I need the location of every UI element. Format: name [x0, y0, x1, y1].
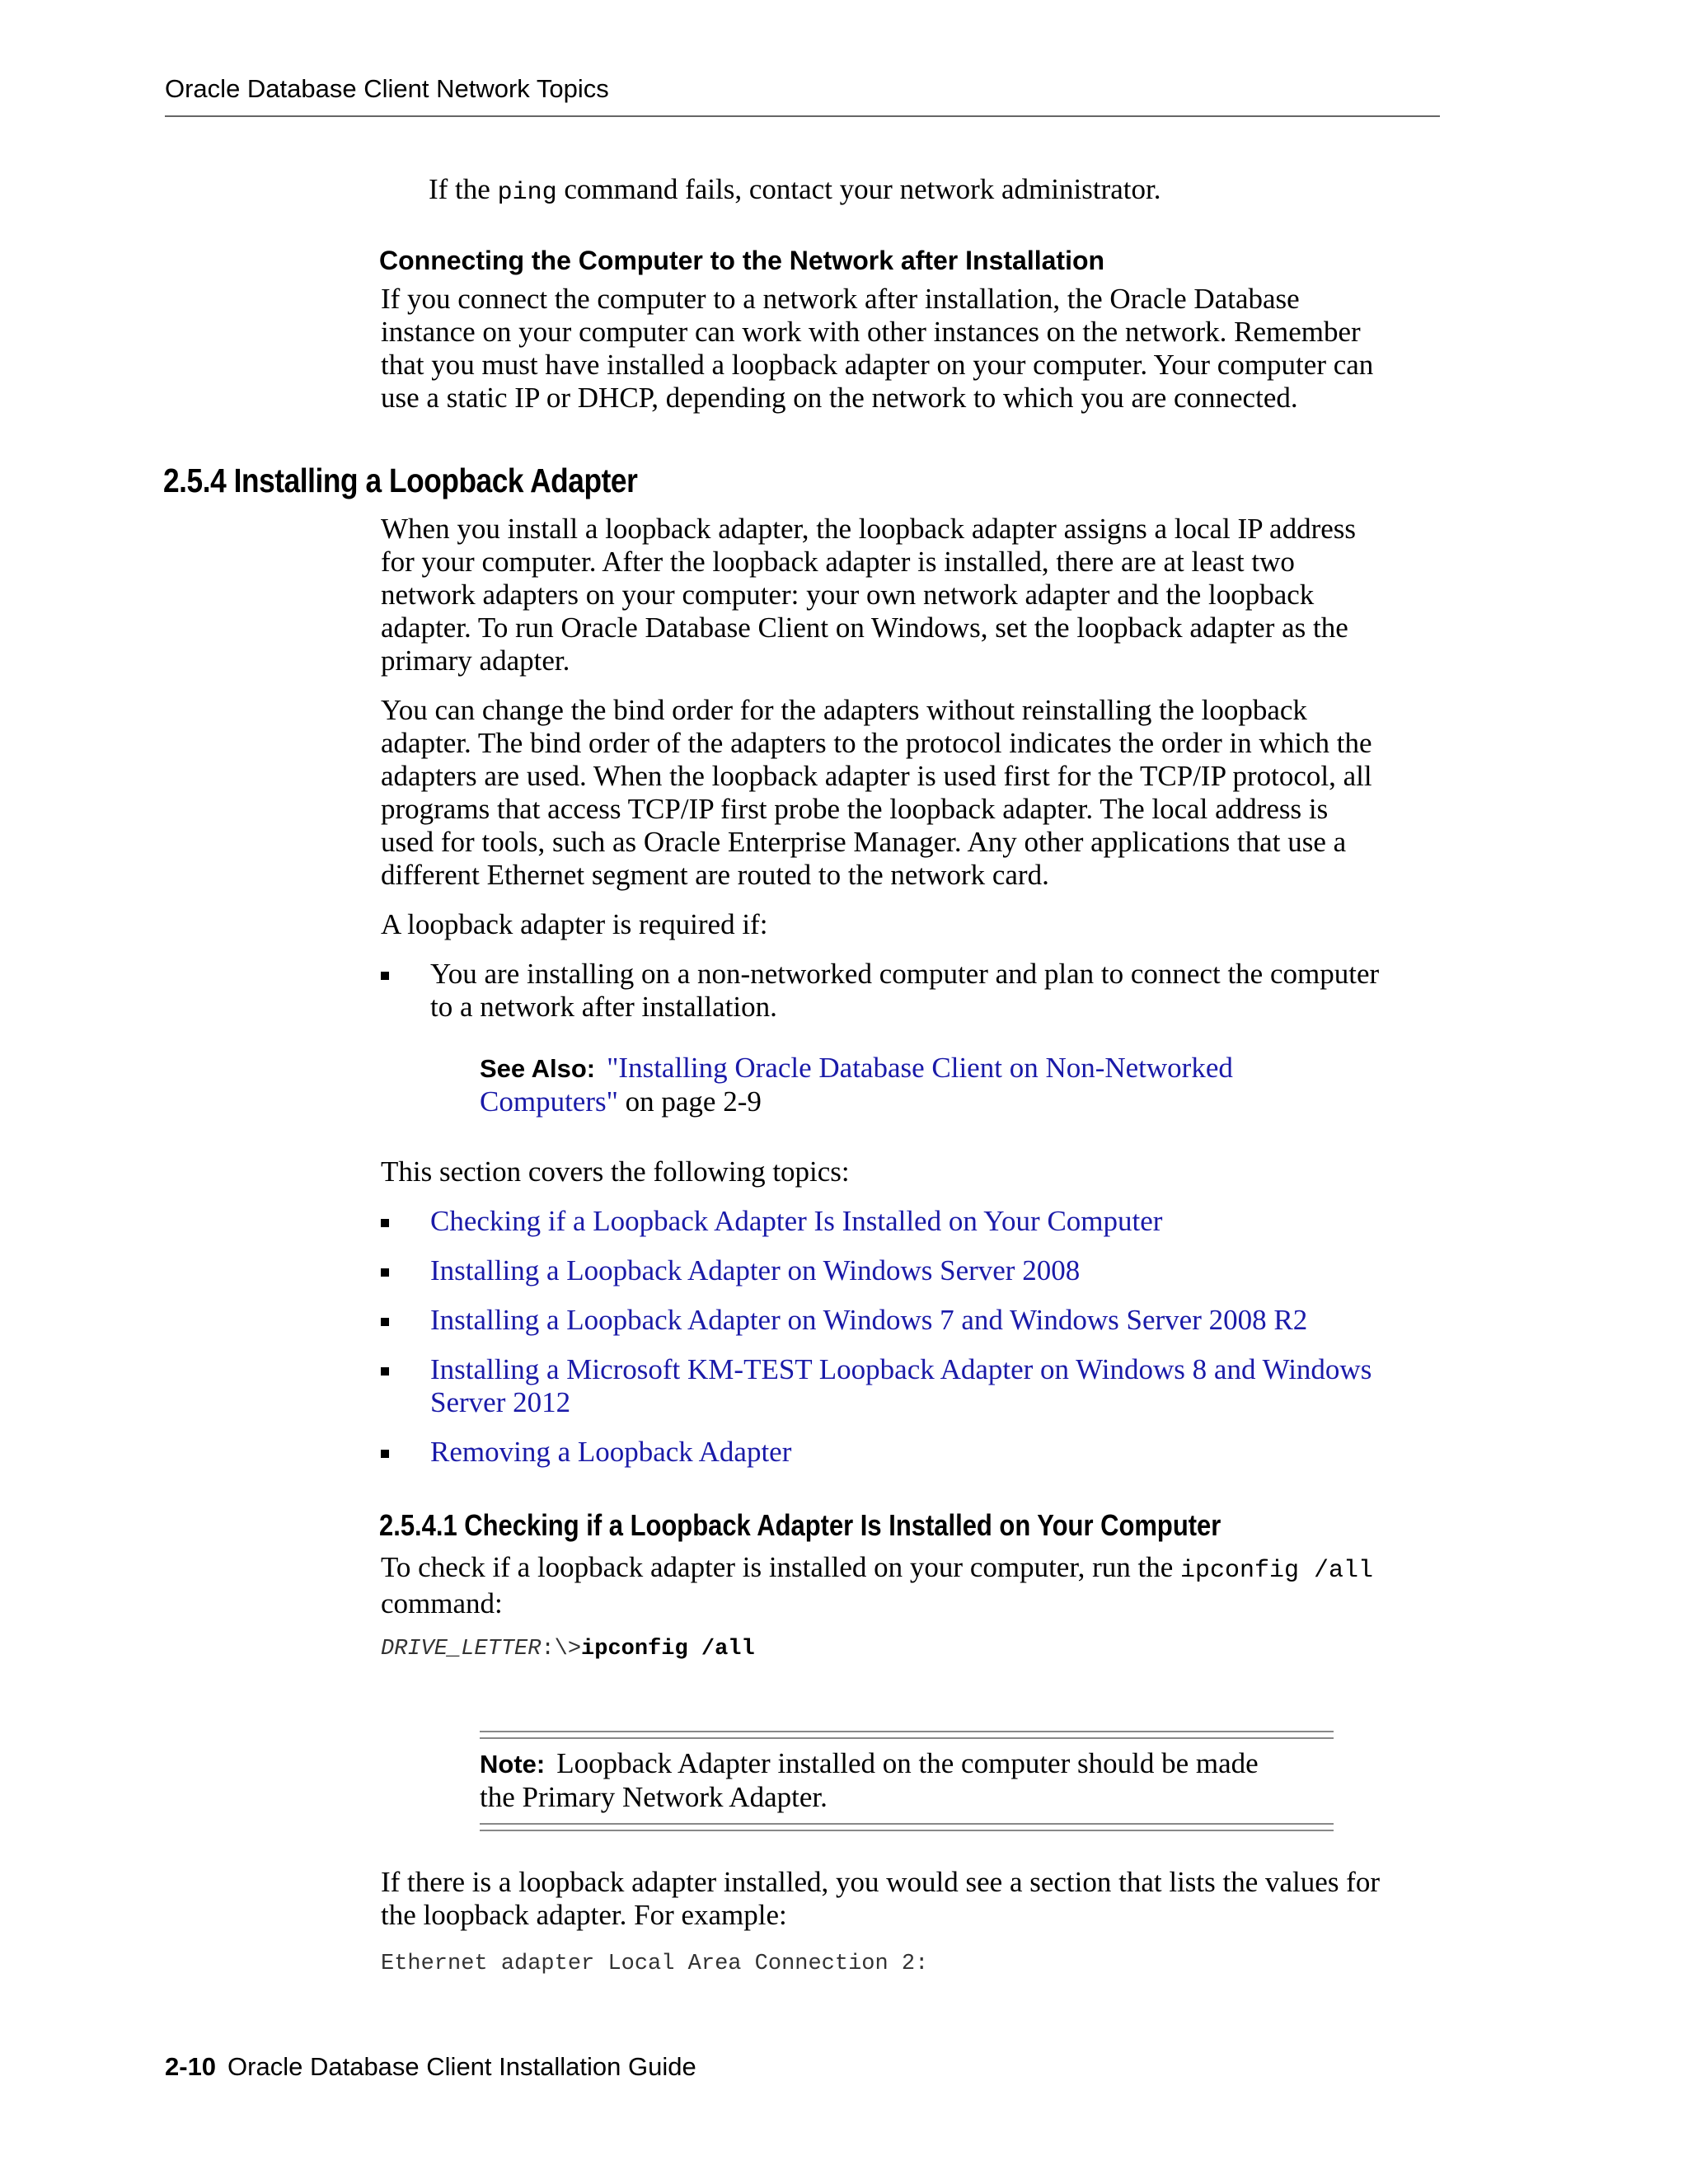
- see-also-box: See Also: "Installing Oracle Database Client on Non-Networked Computers" on page 2-9: [480, 1052, 1233, 1118]
- list-item: [381, 1205, 1444, 1238]
- see-also-link-continued[interactable]: Computers": [480, 1085, 618, 1118]
- topic-link-removing[interactable]: Removing a Loopback Adapter: [430, 1436, 792, 1468]
- bullet-icon: [381, 1450, 389, 1458]
- topic-link-server-2008[interactable]: Installing a Loopback Adapter on Windows Server 2008: [430, 1254, 1081, 1286]
- topic-link-km-test[interactable]: Installing a Microsoft KM-TEST Loopback Adapter on Windows 8 and Windows Server 2012: [430, 1353, 1372, 1418]
- running-header: Oracle Database Client Network Topics: [165, 74, 609, 103]
- bullet-icon: [381, 1268, 389, 1277]
- book-title: Oracle Database Client Installation Guide: [227, 2052, 696, 2081]
- connecting-heading: Connecting the Computer to the Network after Installation: [379, 246, 1105, 275]
- ethernet-adapter-example: Ethernet adapter Local Area Connection 2:: [381, 1952, 929, 1976]
- connecting-paragraph: If you connect the computer to a network after installation, the Oracle Database instance on your computer can work with other instances on the network. Remember that you must have installed a loopback adapter on your computer. Your computer can use a static IP or DHCP, depending on the network to which you are connected.: [381, 283, 1374, 414]
- list-item: You are installing on a non-networked computer and plan to connect the computer to a network after installation.: [381, 958, 1444, 1024]
- topic-link-windows-7[interactable]: Installing a Loopback Adapter on Windows 7 and Windows Server 2008 R2: [430, 1304, 1308, 1336]
- list-item: [381, 1353, 1444, 1419]
- note-box: Note: Loopback Adapter installed on the computer should be made the Primary Network Adapter.: [480, 1747, 1259, 1813]
- ipconfig-intro: To check if a loopback adapter is installed on your computer, run the ipconfig /all command:: [381, 1551, 1374, 1619]
- topics-list: [381, 1205, 1444, 1485]
- required-list: [381, 958, 1444, 1040]
- bullet-icon: [381, 1318, 389, 1326]
- required-intro: A loopback adapter is required if:: [381, 908, 768, 940]
- note-bottom-rule: [480, 1823, 1334, 1831]
- note-top-rule: [480, 1731, 1334, 1739]
- ping-command: ping: [497, 179, 557, 207]
- section-2-5-4-heading: 2.5.4 Installing a Loopback Adapter: [163, 462, 638, 499]
- ipconfig-inline-command: ipconfig /all: [1180, 1557, 1374, 1585]
- header-rule: [165, 115, 1440, 117]
- loopback-intro-paragraph: When you install a loopback adapter, the loopback adapter assigns a local IP address for your computer. After the loopback adapter is installed, there are at least two network adapters on your computer: your own network adapter and the loopback adapter. To run Oracle Database Client on Windows, set the loopback adapter as the primary adapter.: [381, 513, 1357, 677]
- ipconfig-command-example: DRIVE_LETTER:\>ipconfig /all: [381, 1637, 755, 1661]
- see-also-label: See Also:: [480, 1054, 596, 1083]
- section-2-5-4-1-heading: 2.5.4.1 Checking if a Loopback Adapter Is Installed on Your Computer: [379, 1508, 1221, 1542]
- bullet-icon: [381, 972, 389, 980]
- bullet-icon: [381, 1219, 389, 1227]
- note-label: Note:: [480, 1750, 546, 1779]
- ping-note: If the ping command fails, contact your network administrator.: [429, 173, 1161, 207]
- topics-intro: This section covers the following topics:: [381, 1155, 850, 1188]
- list-item: [381, 1304, 1444, 1337]
- bullet-icon: [381, 1367, 389, 1376]
- list-item: [381, 1254, 1444, 1287]
- see-also-link[interactable]: "Installing Oracle Database Client on Non-Networked: [607, 1052, 1233, 1084]
- page-footer: [165, 2052, 696, 2082]
- example-intro-paragraph: If there is a loopback adapter installed, you would see a section that lists the values for the loopback adapter. For example:: [381, 1866, 1380, 1931]
- page-number: 2-10: [165, 2052, 217, 2081]
- list-item: [381, 1436, 1444, 1469]
- topic-link-checking[interactable]: Checking if a Loopback Adapter Is Installed on Your Computer: [430, 1205, 1163, 1237]
- bind-order-paragraph: You can change the bind order for the adapters without reinstalling the loopback adapter. The bind order of the adapters to the protocol indicates the order in which the adapters are used. When the loopback adapter is used first for the TCP/IP protocol, all programs that access TCP/IP first probe the loopback adapter. The local address is used for tools, such as Oracle Enterprise Manager. Any other applications that use a different Ethernet segment are routed to the network card.: [381, 694, 1372, 891]
